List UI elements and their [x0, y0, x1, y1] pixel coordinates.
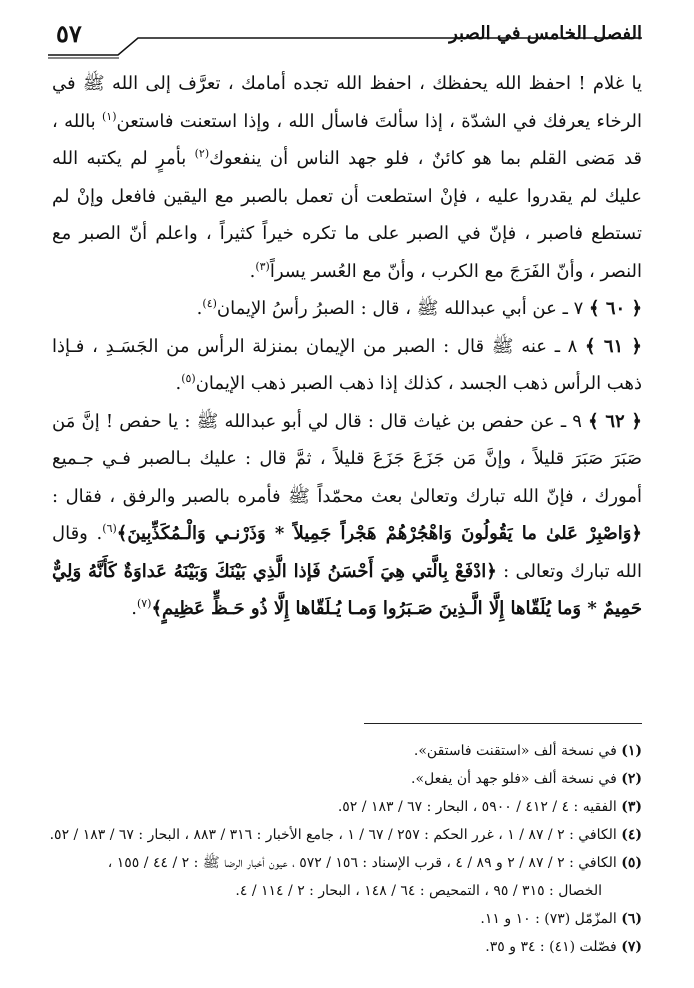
text-run: يا غلام ! احفظ الله يحفظك ، احفظ الله تجده أمامك ، تعرَّف إلى الله ﷺ في الرخاء يعرفك في الشدّة ، إذا سألتَ فاسأل الله ، وإذا استعنت فاستعن: [52, 73, 642, 132]
footnote-number: (٢): [621, 771, 642, 787]
footnote-text: في نسخة ألف «استقنت فاستقن».: [413, 743, 617, 759]
footnote-number: (٥): [621, 855, 642, 871]
footnote-number: (٣): [621, 799, 642, 815]
text-run: بالله ، قد مَضى القلم بما هو كائنٌ ، فلو جهد الناس أن ينفعوك: [52, 110, 642, 169]
footnote-text: الخصال : ٣١٥ / ٩٥ ، التمحيص : ٦٤ / ١٤٨ ، البحار : ٢ / ١١٤ / ٤.: [235, 883, 602, 899]
text-run: بأمرٍ لم يكتبه الله عليك لم يقدروا عليه ، فإنْ استطعت أن تعمل بالصبر مع اليقين فافعل وإنْ لم تستطع فاصبر ، فإنّ في الصبر على ما تكره خيراً كثيراً ، واعلم أنّ الصبر مع النصر ، وأنّ الفَرَجَ مع الكرب ، وأنّ مع العُسر يسراً: [52, 148, 642, 282]
footnote-item: [52, 933, 642, 961]
footnote-item: [52, 737, 642, 765]
footnote-item: [52, 905, 642, 933]
paragraph-hadith-62: [52, 403, 642, 628]
footnote-ref-1[interactable]: (١): [101, 109, 117, 123]
footnote-item: [52, 849, 642, 877]
hadith-number-tag: ﴿ ٦١ ﴾: [585, 335, 642, 357]
footnote-ref-6[interactable]: (٦): [102, 522, 117, 535]
footnote-item: [49, 821, 642, 849]
footnote-number: (٧): [621, 939, 642, 955]
period: .: [249, 260, 256, 282]
footnote-ref-4[interactable]: (٤): [202, 297, 217, 310]
page-number: ٥٧: [56, 19, 82, 48]
hadith-text: ٩ ـ عن حفص بن غياث قال : قال لي أبو عبدالله ﷺ : يا حفص ! إنَّ مَن صَبَرَ صَبَرَ قليلاً ، وإنَّ مَن جَزَعَ جَزَعَ قليلاً ، ثمَّ قال : عليك بـالصبر فـي جـميع أمورك ، فإنّ الله تبارك وتعالىٰ بعث محمّداً ﷺ فأمره بالصبر والرفق ، فقال :: [52, 410, 642, 507]
footnote-item-continued: [52, 877, 642, 905]
footnote-text: في نسخة ألف «فلو جهد أن يفعل».: [411, 771, 617, 787]
hadith-number-tag: ﴿ ٦٠ ﴾: [589, 298, 642, 319]
footnote-ref-2[interactable]: (٢): [194, 147, 210, 160]
footnote-item: [52, 793, 642, 821]
footnote-text: الكافي : ٢ / ٨٧ / ١ ، غرر الحكم : ٢٥٧ / ٦٧ / ١ ، جامع الأخبار : ٣١٦ / ٨٨٣ ، البحار : ٦٧ / ١٨٣ / ٥٢.: [49, 827, 617, 843]
hadith-text: وقال الله تبارك وتعالى :: [52, 523, 642, 582]
paragraph-hadith-60: [52, 290, 642, 328]
main-text: [52, 65, 642, 628]
footnote-ref-7[interactable]: (٧): [136, 597, 152, 610]
footnote-number: (٤): [621, 827, 642, 843]
footnote-text: فصّلت (٤١) : ٣٤ و ٣٥.: [485, 939, 617, 955]
footnote-item: [52, 765, 642, 793]
running-header-title: الفصل الخامس في الصبر: [449, 23, 642, 44]
footnote-number: (٦): [621, 911, 642, 927]
footnote-text: الكافي : ٢ / ٨٧ / ٢ و ٨٩ / ٤ ، قرب الإسناد : ١٥٦ / ٥٧٢ ، عيون أخبار الرضا ﷺ : ٢ / ٤٤ / ١٥٥ ،: [107, 855, 617, 871]
footnote-text: المزّمّل (٧٣) : ١٠ و ١١.: [480, 911, 617, 927]
footnote-text: الفقيه : ٤ / ٤١٢ / ٥٩٠٠ ، البحار : ٦٧ / ١٨٣ / ٥٢.: [337, 799, 617, 815]
quran-verse: ﴿وَاصْبِرْ عَلىٰ ما يَقُولُونَ وَاهْجُرْهُمْ هَجْراً جَمِيلاً * وَذَرْنـي وَالْـمُكَذِّبِينَ﴾: [116, 523, 642, 544]
footnote-ref-5[interactable]: (٥): [181, 372, 196, 385]
hadith-number-tag: ﴿ ٦٢ ﴾: [588, 410, 642, 432]
hadith-text: ٧ ـ عن أبي عبدالله ﷺ ، قال : الصبرُ رأسُ الإيمان: [216, 298, 584, 319]
hadith-text: ٨ ـ عنه ﷺ قال : الصبر من الإيمان بمنزلة الرأس من الجَسَـدِ ، فـإذا ذهب الرأس ذهب الجسد ، كذلك إذا ذهب الصبر ذهب الإيمان: [52, 335, 642, 394]
period: .: [96, 523, 103, 544]
paragraph-hadith-61: [52, 328, 642, 403]
period: .: [196, 298, 203, 319]
footnote-ref-3[interactable]: (٣): [255, 259, 270, 273]
footnote-separator: [364, 723, 642, 724]
footnote-number: (١): [621, 743, 642, 759]
paragraph-hadith-59-end: [52, 65, 642, 290]
quran-verse: ﴿ادْفَعْ بِالَّتي هِيَ أَحْسَنُ فَإذا الَّذِي بَيْنَكَ وَبَيْنَهُ عَداوَةٌ كَأَنَّهُ وَلِيٌّ حَمِيمٌ * وَما يُلَقّاها إِلَّا الَّـذِينَ صَـبَرُوا وَمـا يُـلَقّاها إِلَّا ذُو حَـظٍّ عَظِيمٍ﴾: [52, 560, 642, 619]
period: .: [131, 598, 137, 619]
footnotes: [49, 737, 642, 961]
period: .: [175, 373, 182, 394]
